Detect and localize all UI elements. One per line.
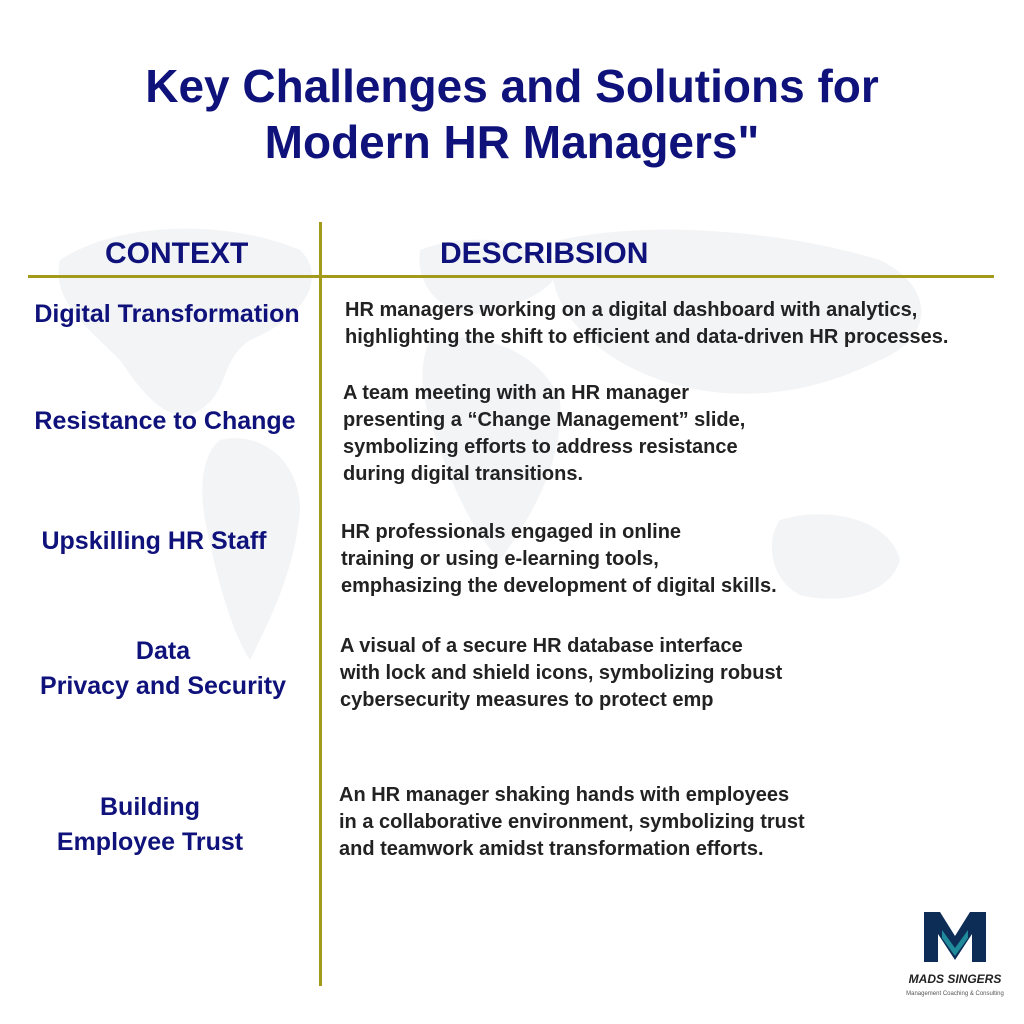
description-text	[345, 297, 948, 351]
context-column-header: CONTEXT	[105, 237, 249, 270]
page-title-line: Key Challenges and Solutions for	[145, 60, 879, 112]
description-text	[340, 633, 782, 714]
logo-brand-name: MADS SINGERS	[908, 972, 1002, 986]
context-label-line: Resistance to Change	[34, 407, 296, 435]
description-text	[341, 519, 777, 600]
description-line: emphasizing the development of digital skills.	[341, 575, 777, 597]
context-label	[15, 404, 315, 439]
header-divider	[28, 275, 994, 278]
description-line: cybersecurity measures to protect emp	[340, 689, 714, 711]
description-text	[343, 380, 745, 488]
description-line: HR professionals engaged in online	[341, 521, 682, 543]
description-line: symbolizing efforts to address resistance	[343, 436, 738, 458]
context-label-line: Employee Trust	[56, 828, 244, 856]
description-line: A visual of a secure HR database interface	[340, 635, 743, 657]
context-label-line: Privacy and Security	[40, 672, 286, 700]
description-line: and teamwork amidst transformation efforts.	[339, 838, 764, 860]
mads-singers-logo	[900, 908, 1010, 1018]
m-monogram-icon	[920, 908, 990, 964]
page-title	[0, 58, 1024, 170]
description-text	[339, 782, 805, 863]
description-line: in a collaborative environment, symbolizing trust	[339, 811, 805, 833]
description-line: presenting a “Change Management” slide,	[343, 409, 746, 431]
description-line: A team meeting with an HR manager	[343, 382, 689, 404]
context-label	[13, 634, 313, 704]
context-label	[0, 790, 300, 860]
context-label	[4, 524, 304, 559]
description-line: highlighting the shift to efficient and data-driven HR processes.	[345, 326, 949, 348]
page-title-line: Modern HR Managers"	[264, 116, 760, 168]
description-line: with lock and shield icons, symbolizing robust	[340, 662, 783, 684]
description-line: training or using e-learning tools,	[341, 548, 659, 570]
context-label	[17, 297, 317, 332]
context-label-line: Data	[135, 637, 191, 665]
logo-tagline: Management Coaching & Consulting	[906, 991, 1004, 997]
context-label-line: Digital Transformation	[34, 300, 300, 328]
column-divider	[319, 222, 322, 986]
description-line: during digital transitions.	[343, 463, 583, 485]
description-line: HR managers working on a digital dashboard with analytics,	[345, 299, 918, 321]
context-label-line: Upskilling HR Staff	[41, 527, 267, 555]
context-label-line: Building	[100, 793, 200, 821]
description-column-header: DESCRIBSION	[440, 237, 649, 270]
description-line: An HR manager shaking hands with employees	[339, 784, 790, 806]
